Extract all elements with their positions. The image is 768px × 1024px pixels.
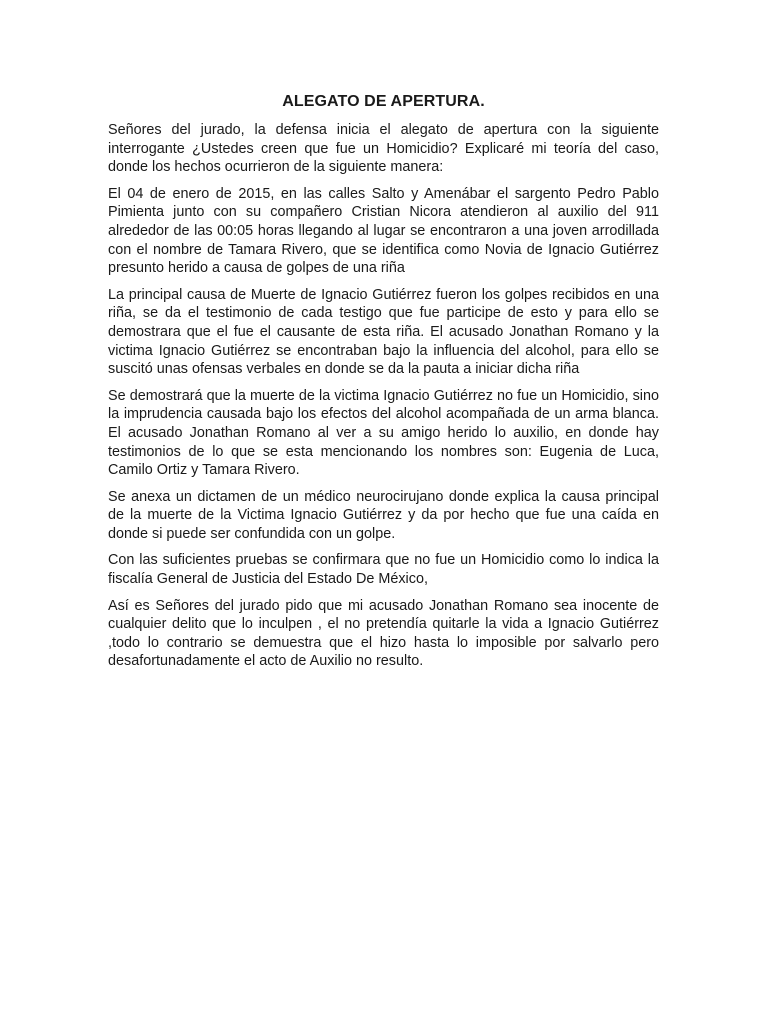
document-body (108, 92, 659, 679)
paragraph-conclusion: Así es Señores del jurado pido que mi acusado Jonathan Romano sea inocente de cualquier delito que lo inculpen , el no pretendía quitarle la vida a Ignacio Gutiérrez ,todo lo contrario se demuestra que el hizo hasta lo imposible por salvarlo pero desafortunadamente el acto de Auxilio no resulto. (108, 597, 659, 670)
document-title: ALEGATO DE APERTURA. (282, 93, 485, 110)
paragraph-medical-report: Se anexa un dictamen de un médico neurocirujano donde explica la causa principal de la muerte de la Victima Ignacio Gutiérrez y da por hecho que fue una caída en donde si puede ser confundida con un golpe. (108, 488, 659, 542)
paragraph-facts: El 04 de enero de 2015, en las calles Salto y Amenábar el sargento Pedro Pablo Pimienta junto con su compañero Cristian Nicora atendieron al auxilio del 911 alrededor de las 00:05 horas llegando al lugar se encontraron a una joven arrodillada con el nombre de Tamara Rivero, que se identifica como Novia de Ignacio Gutiérrez presunto herido a causa de golpes de una riña (108, 185, 659, 277)
paragraph-evidence: Con las suficientes pruebas se confirmara que no fue un Homicidio como lo indica la fiscalía General de Justicia del Estado De México, (108, 552, 659, 588)
paragraph-introduction: Señores del jurado, la defensa inicia el alegato de apertura con la siguiente interrogante ¿Ustedes creen que fue un Homicidio? Explicaré mi teoría del caso, donde los hechos ocurrieron de la siguiente manera: (108, 122, 659, 176)
paragraph-cause-of-death: La principal causa de Muerte de Ignacio Gutiérrez fueron los golpes recibidos en una riña, se da el testimonio de cada testigo que fue participe de esto y para ello se demostrara que el fue el causante de esta riña. El acusado Jonathan Romano y la victima Ignacio Gutiérrez se encontraban bajo la influencia del alcohol, para ello se suscitó unas ofensas verbales en donde se da la pauta a iniciar dicha riña (108, 286, 659, 378)
paragraph-not-homicide: Se demostrará que la muerte de la victima Ignacio Gutiérrez no fue un Homicidio, sino la imprudencia causada bajo los efectos del alcohol acompañada de un arma blanca. El acusado Jonathan Romano al ver a su amigo herido lo auxilio, en donde hay testimonios de lo que se esta mencionando los nombres son: Eugenia de Luca, Camilo Ortiz y Tamara Rivero. (108, 387, 659, 479)
